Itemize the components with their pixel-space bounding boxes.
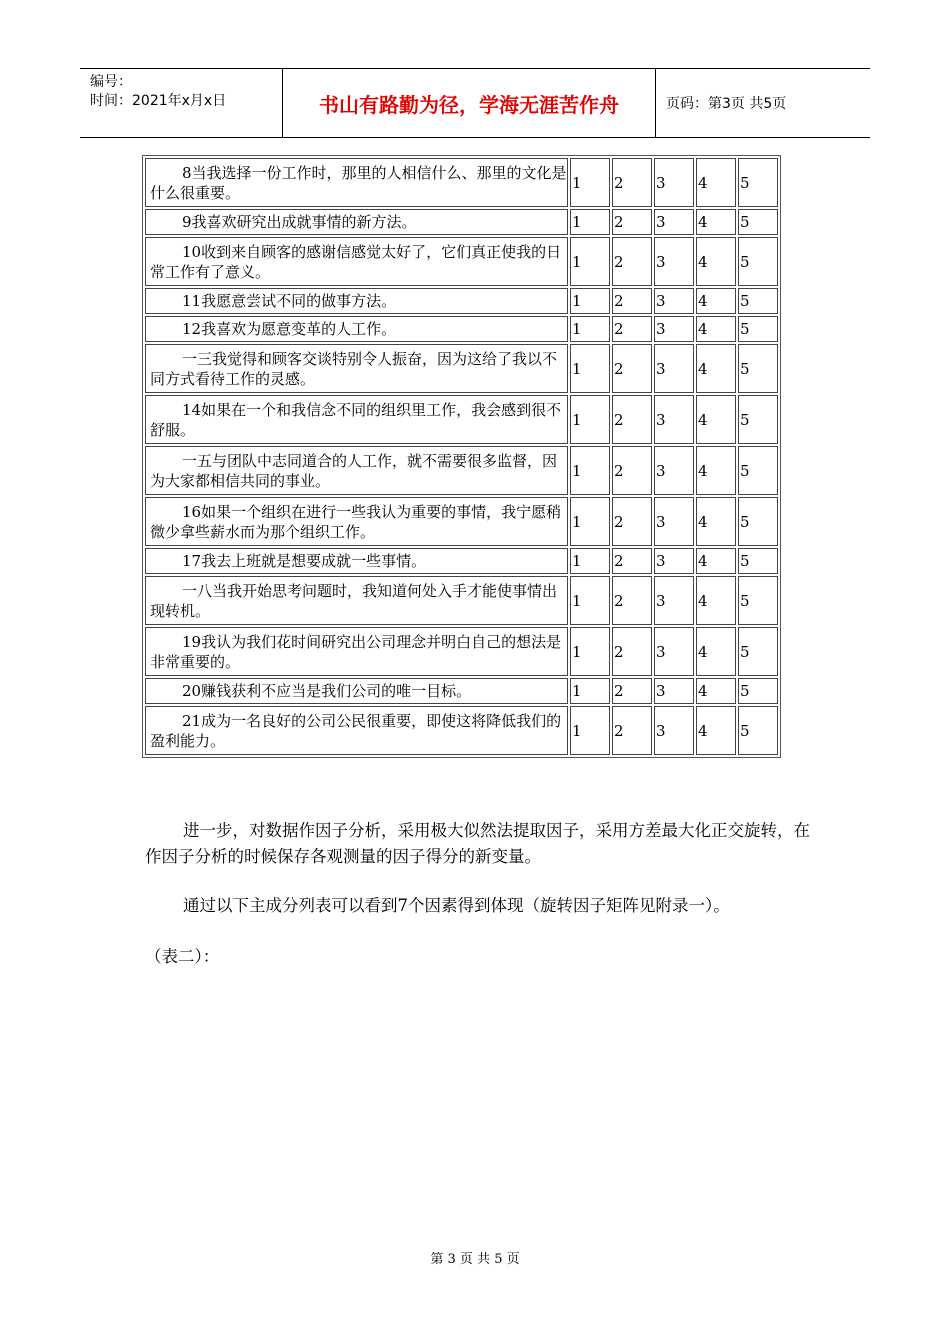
header-motto-cell [283, 69, 656, 137]
score-option: 1 [570, 316, 610, 342]
questionnaire-table [142, 155, 781, 758]
score-option: 2 [612, 576, 652, 625]
question-text: 20赚钱获利不应当是我们公司的唯一目标。 [145, 678, 568, 704]
table-row [145, 237, 778, 286]
motto: 书山有路勤为径，学海无涯苦作舟 [319, 92, 619, 117]
table-row [145, 497, 778, 546]
paragraph-factor-analysis: 进一步，对数据作因子分析，采用极大似然法提取因子，采用方差最大化正交旋转，在作因子分析的时候保存各观测量的因子得分的新变量。 [145, 821, 810, 866]
score-option: 2 [612, 627, 652, 676]
score-option: 4 [696, 497, 736, 546]
score-option: 4 [696, 316, 736, 342]
score-option: 3 [654, 316, 694, 342]
score-option: 4 [696, 446, 736, 495]
table-row [145, 548, 778, 574]
page-footer: 第 3 页 共 5 页 [430, 1252, 520, 1267]
score-option: 1 [570, 209, 610, 235]
table-row [145, 395, 778, 444]
score-option: 2 [612, 237, 652, 286]
score-option: 2 [612, 548, 652, 574]
score-option: 3 [654, 237, 694, 286]
score-option: 2 [612, 158, 652, 207]
score-option: 2 [612, 678, 652, 704]
question-text: 16如果一个组织在进行一些我认为重要的事情，我宁愿稍微少拿些薪水而为那个组织工作。 [145, 497, 568, 546]
score-option: 5 [738, 446, 778, 495]
score-option: 4 [696, 678, 736, 704]
table-row [145, 576, 778, 625]
score-option: 2 [612, 288, 652, 314]
score-option: 1 [570, 497, 610, 546]
table-row [145, 678, 778, 704]
page-header [80, 68, 870, 138]
score-option: 2 [612, 497, 652, 546]
score-option: 4 [696, 209, 736, 235]
score-option: 5 [738, 678, 778, 704]
question-text: 12我喜欢为愿意变革的人工作。 [145, 316, 568, 342]
table-row [145, 209, 778, 235]
score-option: 3 [654, 209, 694, 235]
paragraph-components: 通过以下主成分列表可以看到7个因素得到体现（旋转因子矩阵见附录一）。 [183, 896, 730, 915]
table-row [145, 158, 778, 207]
score-option: 3 [654, 344, 694, 393]
question-text: 8当我选择一份工作时，那里的人相信什么、那里的文化是什么很重要。 [145, 158, 568, 207]
score-option: 1 [570, 158, 610, 207]
score-option: 5 [738, 237, 778, 286]
score-option: 1 [570, 288, 610, 314]
score-option: 5 [738, 344, 778, 393]
score-option: 2 [612, 395, 652, 444]
number-label: 编号： [90, 74, 132, 90]
score-option: 5 [738, 288, 778, 314]
table-row [145, 627, 778, 676]
question-text: 9我喜欢研究出成就事情的新方法。 [145, 209, 568, 235]
question-text: 一八当我开始思考问题时，我知道何处入手才能使事情出现转机。 [145, 576, 568, 625]
score-option: 3 [654, 497, 694, 546]
table-caption: （表二）： [145, 947, 220, 966]
score-option: 4 [696, 395, 736, 444]
page-label: 页码：第3页 共5页 [666, 96, 787, 112]
score-option: 5 [738, 316, 778, 342]
score-option: 3 [654, 678, 694, 704]
score-option: 1 [570, 678, 610, 704]
table-row [145, 344, 778, 393]
score-option: 5 [738, 627, 778, 676]
score-option: 4 [696, 288, 736, 314]
score-option: 4 [696, 576, 736, 625]
score-option: 1 [570, 627, 610, 676]
table-row [145, 316, 778, 342]
score-option: 4 [696, 548, 736, 574]
score-option: 5 [738, 576, 778, 625]
score-option: 3 [654, 395, 694, 444]
question-text: 10收到来自顾客的感谢信感觉太好了，它们真正使我的日常工作有了意义。 [145, 237, 568, 286]
score-option: 3 [654, 158, 694, 207]
score-option: 3 [654, 627, 694, 676]
score-option: 2 [612, 316, 652, 342]
score-option: 1 [570, 237, 610, 286]
score-option: 3 [654, 548, 694, 574]
score-option: 3 [654, 576, 694, 625]
score-option: 4 [696, 344, 736, 393]
question-text: 一三我觉得和顾客交谈特别令人振奋，因为这给了我以不同方式看待工作的灵感。 [145, 344, 568, 393]
table-row [145, 706, 778, 755]
question-text: 一五与团队中志同道合的人工作，就不需要很多监督，因为大家都相信共同的事业。 [145, 446, 568, 495]
score-option: 1 [570, 395, 610, 444]
score-option: 4 [696, 158, 736, 207]
question-text: 11我愿意尝试不同的做事方法。 [145, 288, 568, 314]
question-text: 14如果在一个和我信念不同的组织里工作，我会感到很不舒服。 [145, 395, 568, 444]
score-option: 3 [654, 446, 694, 495]
score-option: 5 [738, 548, 778, 574]
question-text: 21成为一名良好的公司公民很重要，即使这将降低我们的盈利能力。 [145, 706, 568, 755]
score-option: 5 [738, 158, 778, 207]
score-option: 4 [696, 627, 736, 676]
table-row [145, 446, 778, 495]
score-option: 2 [612, 209, 652, 235]
score-option: 5 [738, 706, 778, 755]
score-option: 1 [570, 446, 610, 495]
score-option: 1 [570, 576, 610, 625]
score-option: 4 [696, 237, 736, 286]
score-option: 1 [570, 344, 610, 393]
question-text: 17我去上班就是想要成就一些事情。 [145, 548, 568, 574]
header-meta [80, 69, 283, 137]
date-label: 时间：2021年x月x日 [90, 93, 227, 109]
score-option: 4 [696, 706, 736, 755]
score-option: 2 [612, 344, 652, 393]
question-text: 19我认为我们花时间研究出公司理念并明白自己的想法是非常重要的。 [145, 627, 568, 676]
score-option: 1 [570, 706, 610, 755]
table-row [145, 288, 778, 314]
score-option: 3 [654, 288, 694, 314]
score-option: 5 [738, 497, 778, 546]
score-option: 2 [612, 446, 652, 495]
score-option: 1 [570, 548, 610, 574]
score-option: 5 [738, 209, 778, 235]
score-option: 3 [654, 706, 694, 755]
score-option: 2 [612, 706, 652, 755]
score-option: 5 [738, 395, 778, 444]
